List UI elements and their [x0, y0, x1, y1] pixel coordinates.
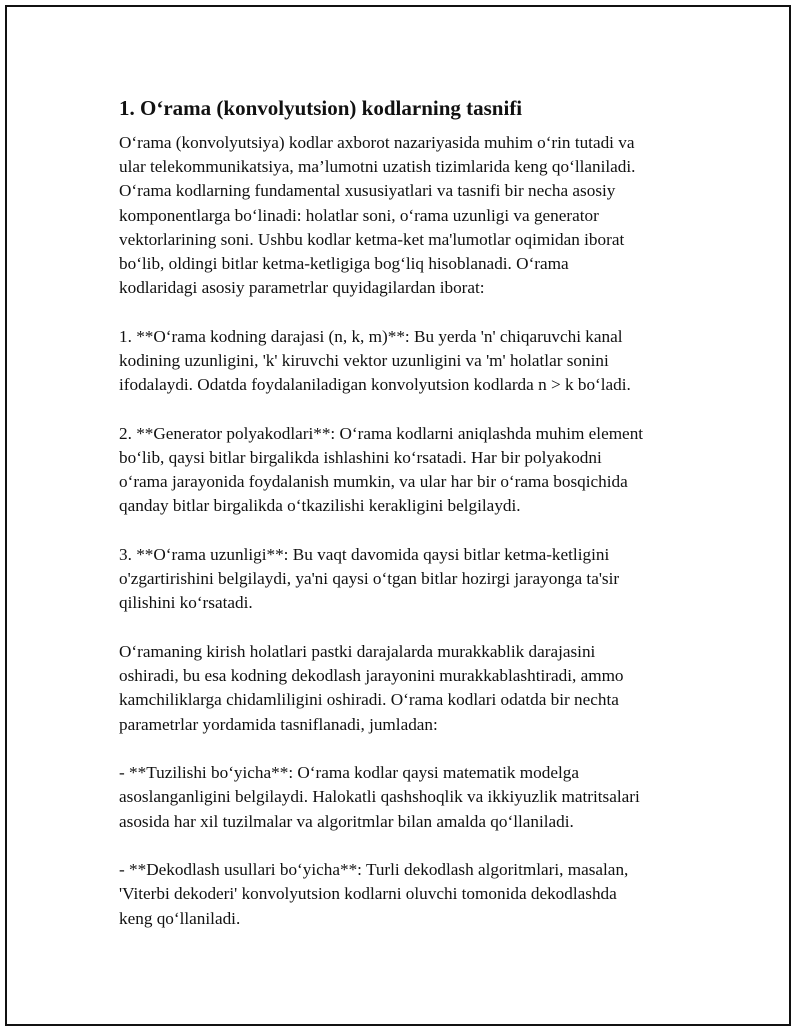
section-heading: 1. O‘rama (konvolyutsion) kodlarning tasnifi: [119, 96, 523, 120]
classification-paragraph: O‘ramaning kirish holatlari pastki darajalarda murakkablik darajasini oshiradi, bu esa kodning dekodlash jarayonini murakkablashtiradi, ammo kamchiliklarga chidamliligini oshiradi. O‘rama kodlari odatda bir nechta parametrlar yordamida tasniflanadi, jumladan:: [119, 642, 624, 734]
bullet-decoding-paragraph: - **Dekodlash usullari bo‘yicha**: Turli dekodlash algoritmlari, masalan, 'Viterbi dekoderi' konvolyutsion kodlarni oluvchi tomonida dekodlashda keng qo‘llaniladi.: [119, 860, 629, 928]
document-body: [119, 95, 691, 955]
intro-paragraph: O‘rama (konvolyutsiya) kodlar axborot nazariyasida muhim o‘rin tutadi va ular telekommunikatsiya, ma’lumotni uzatish tizimlarida keng qo‘llaniladi. O‘rama kodlarning fundamental xususiyatlari va tasnifi bir necha asosiy komponentlarga bo‘linadi: holatlar soni, o‘rama uzunligi va generator vektorlarining soni. Ushbu kodlar ketma-ket ma'lumotlar oqimidan iborat bo‘lib, oldingi bitlar ketma-ketligiga bog‘liq hisoblanadi. O‘rama kodlaridagi asosiy parametrlar quyidagilardan iborat:: [119, 133, 636, 298]
item-constraint-length-paragraph: 3. **O‘rama uzunligi**: Bu vaqt davomida qaysi bitlar ketma-ketligini o'zgartirishini belgilaydi, ya'ni qaysi o‘tgan bitlar hozirgi jarayonga ta'sir qilishini ko‘rsatadi.: [119, 545, 620, 613]
bullet-structure-paragraph: - **Tuzilishi bo‘yicha**: O‘rama kodlar qaysi matematik modelga asoslanganligini belgilaydi. Halokatli qashshoqlik va ikkiyuzlik matritsalari asosida har xil tuzilmalar va algoritmlar bilan amalda qo‘llaniladi.: [119, 763, 640, 831]
item-code-rate-paragraph: 1. **O‘rama kodning darajasi (n, k, m)**: Bu yerda 'n' chiqaruvchi kanal kodining uzunligini, 'k' kiruvchi vektor uzunligini va 'm' holatlar sonini ifodalaydi. Odatda foydalaniladigan konvolyutsion kodlarda n > k bo‘ladi.: [119, 326, 631, 395]
item-generator-paragraph: 2. **Generator polyakodlari**: O‘rama kodlarni aniqlashda muhim element bo‘lib, qaysi bitlar birgalikda ishlashini ko‘rsatadi. Har bir polyakodni o‘rama jarayonida foydalanish mumkin, va ular har bir o‘rama bosqichida qanday bitlar birgalikda o‘tkazilishi kerakligini belgilaydi.: [119, 423, 644, 516]
